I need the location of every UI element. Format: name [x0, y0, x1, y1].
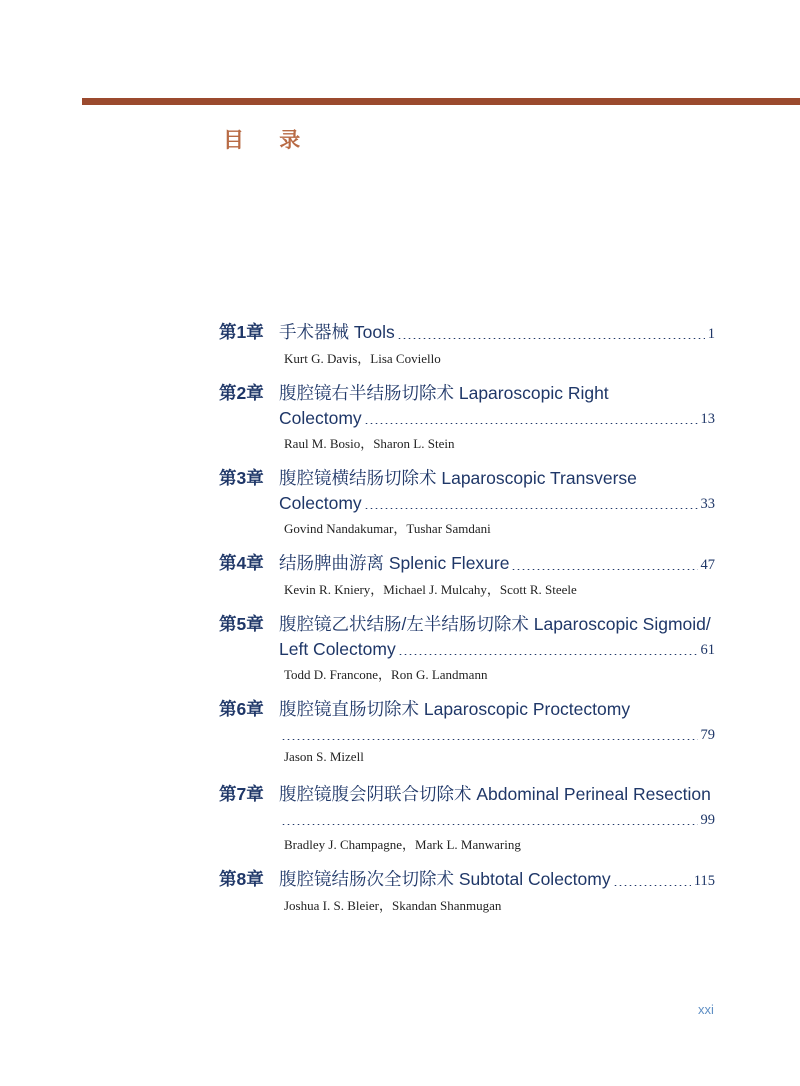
chapter-authors: Todd D. Francone，Ron G. Landmann — [284, 667, 488, 682]
chapter-title: 手术器械 Tools — [279, 322, 395, 342]
chapter-title: 结肠脾曲游离 Splenic Flexure — [279, 553, 510, 573]
chapter-number: 第6章 — [219, 699, 264, 719]
chapter-title: 腹腔镜右半结肠切除术 Laparoscopic Right — [279, 383, 609, 403]
chapter-title: 腹腔镜腹会阴联合切除术 Abdominal Perineal Resection — [279, 784, 711, 804]
dot-leader — [397, 338, 705, 339]
chapter-number: 第1章 — [219, 322, 264, 342]
dot-leader — [281, 739, 698, 740]
top-rule — [82, 98, 800, 105]
page-title: 目 录 — [223, 128, 315, 152]
chapter-authors: Joshua I. S. Bleier，Skandan Shanmugan — [284, 898, 502, 913]
page-number: 1 — [707, 326, 715, 342]
chapter-number: 第8章 — [219, 869, 264, 889]
chapter-number: 第4章 — [219, 553, 264, 573]
page-folio: xxi — [698, 1002, 714, 1017]
page-number: 47 — [700, 557, 715, 573]
chapter-authors: Kevin R. Kniery，Michael J. Mulcahy，Scott R. Steele — [284, 582, 577, 597]
chapter-authors: Bradley J. Champagne，Mark L. Manwaring — [284, 837, 521, 852]
page-number: 13 — [700, 411, 715, 427]
chapter-number: 第3章 — [219, 468, 264, 488]
dot-leader — [511, 569, 697, 570]
chapter-authors: Kurt G. Davis，Lisa Coviello — [284, 351, 441, 366]
chapter-title-continued: Colectomy — [279, 493, 362, 513]
page-number: 33 — [700, 496, 715, 512]
chapter-number: 第5章 — [219, 614, 264, 634]
chapter-title: 腹腔镜乙状结肠/左半结肠切除术 Laparoscopic Sigmoid/ — [279, 614, 711, 634]
page-number: 99 — [700, 812, 715, 828]
page-number: 79 — [700, 727, 715, 743]
dot-leader — [613, 885, 691, 886]
chapter-title: 腹腔镜横结肠切除术 Laparoscopic Transverse — [279, 468, 637, 488]
dot-leader — [364, 508, 698, 509]
chapter-title: 腹腔镜结肠次全切除术 Subtotal Colectomy — [279, 869, 611, 889]
dot-leader — [281, 824, 698, 825]
chapter-authors: Govind Nandakumar，Tushar Samdani — [284, 521, 491, 536]
dot-leader — [398, 654, 698, 655]
chapter-number: 第2章 — [219, 383, 264, 403]
dot-leader — [364, 423, 698, 424]
chapter-title-continued: Left Colectomy — [279, 639, 396, 659]
chapter-title: 腹腔镜直肠切除术 Laparoscopic Proctectomy — [279, 699, 631, 719]
chapter-authors: Jason S. Mizell — [284, 749, 364, 764]
page-number: 115 — [693, 873, 715, 889]
chapter-number: 第7章 — [219, 784, 264, 804]
chapter-title-continued: Colectomy — [279, 408, 362, 428]
chapter-authors: Raul M. Bosio，Sharon L. Stein — [284, 436, 455, 451]
page-number: 61 — [700, 642, 715, 658]
